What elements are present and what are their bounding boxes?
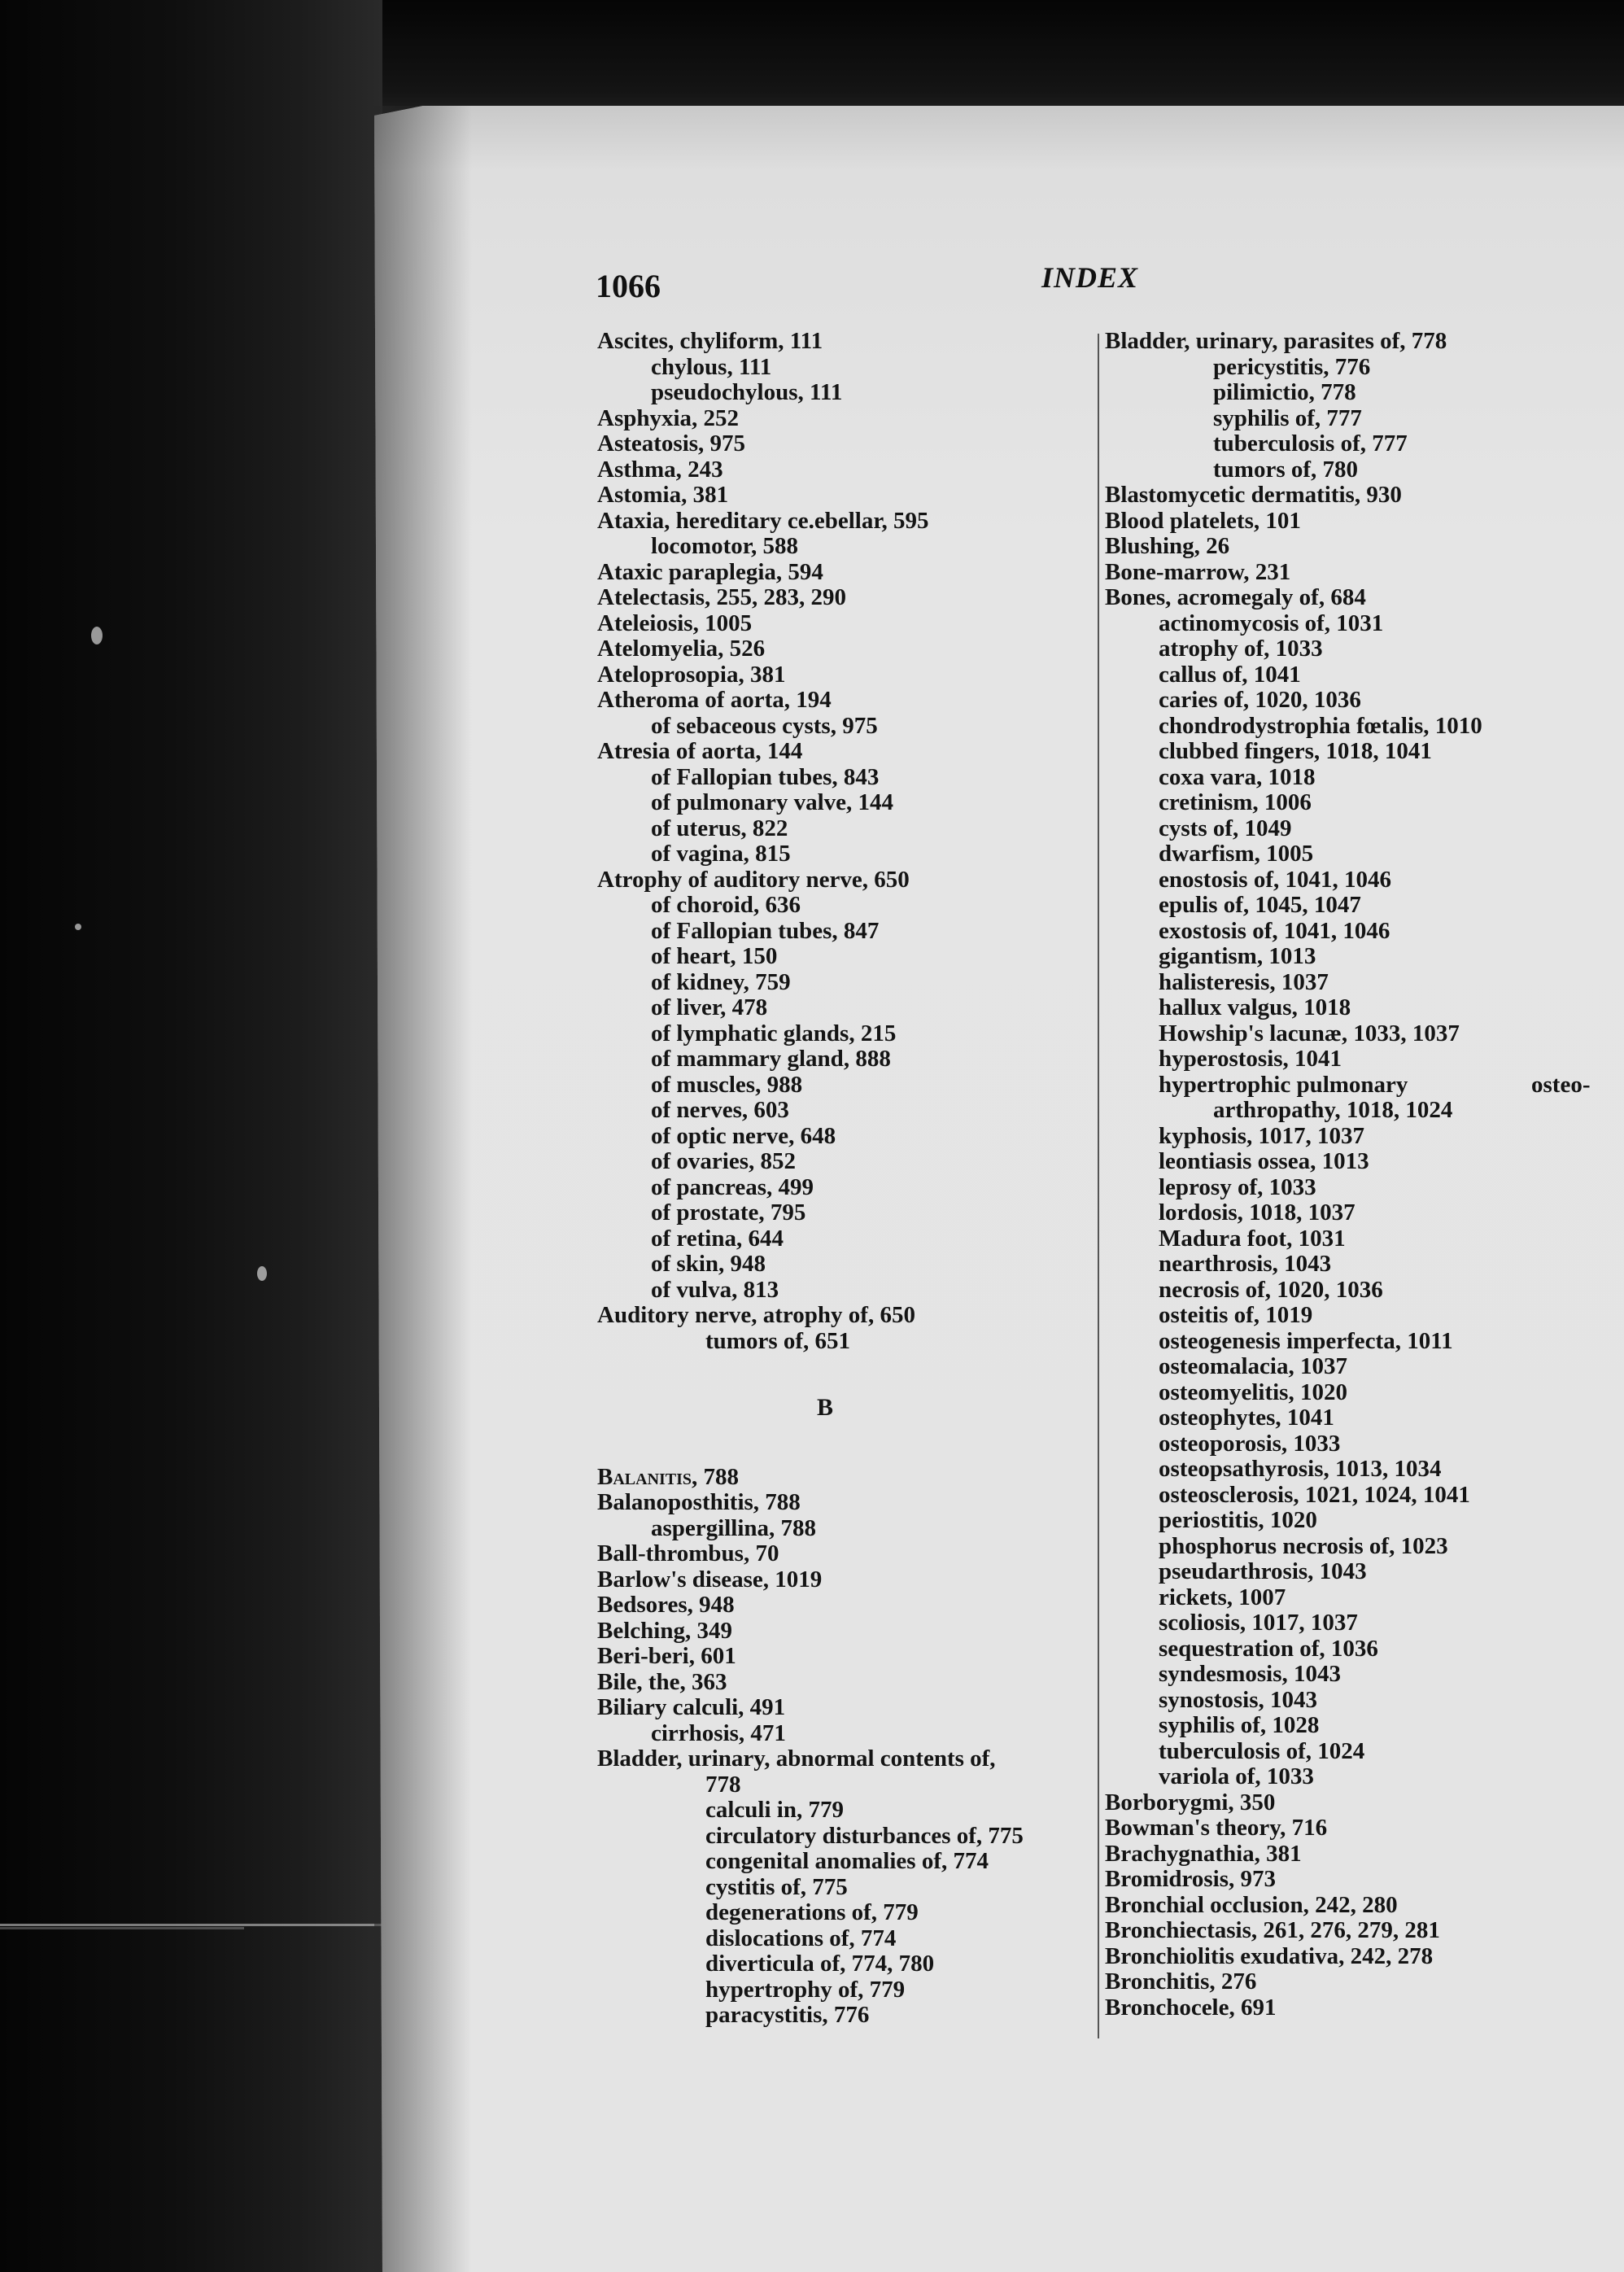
index-subentry: cystitis of, 775 — [705, 1873, 848, 1900]
index-subentry: osteosclerosis, 1021, 1024, 1041 — [1159, 1481, 1470, 1508]
index-subentry: syphilis of, 1028 — [1159, 1712, 1320, 1738]
index-subentry: hallux valgus, 1018 — [1159, 994, 1351, 1020]
index-subentry: dislocations of, 774 — [705, 1925, 897, 1951]
index-subentry: pericystitis, 776 — [1213, 353, 1371, 380]
index-entry: Blushing, 26 — [1105, 533, 1230, 559]
index-subentry: of optic nerve, 648 — [651, 1122, 836, 1149]
index-subentry: cysts of, 1049 — [1159, 815, 1292, 841]
scan-speck — [257, 1266, 267, 1281]
index-subentry: of muscles, 988 — [651, 1071, 803, 1098]
index-subentry: Howship's lacunæ, 1033, 1037 — [1159, 1020, 1460, 1046]
index-entry: Ataxic paraplegia, 594 — [597, 558, 823, 585]
index-subentry: of uterus, 822 — [651, 815, 788, 841]
scan-speck — [75, 924, 81, 930]
scan-streak — [0, 1927, 244, 1929]
index-entry: Beri-beri, 601 — [597, 1643, 736, 1669]
index-subentry: pseudochylous, 111 — [651, 379, 843, 405]
index-entry: Atheroma of aorta, 194 — [597, 687, 832, 713]
index-subentry: of vulva, 813 — [651, 1276, 779, 1303]
index-entry: Ball-thrombus, 70 — [597, 1540, 779, 1566]
index-subentry: gigantism, 1013 — [1159, 943, 1316, 969]
index-subentry: circulatory disturbances of, 775 — [705, 1822, 1024, 1849]
index-subentry: chondrodystrophia fœtalis, 1010 — [1159, 712, 1482, 739]
index-entry: Atrophy of auditory nerve, 650 — [597, 866, 910, 893]
index-subentry: pilimictio, 778 — [1213, 379, 1356, 405]
index-entry: Belching, 349 — [597, 1617, 732, 1644]
index-subentry: of mammary gland, 888 — [651, 1046, 891, 1072]
index-subentry: leprosy of, 1033 — [1159, 1173, 1316, 1200]
index-subentry: actinomycosis of, 1031 — [1159, 610, 1384, 636]
index-entry: Bronchial occlusion, 242, 280 — [1105, 1891, 1398, 1918]
scan-streak — [0, 1924, 382, 1926]
index-subentry: pseudarthrosis, 1043 — [1159, 1558, 1367, 1584]
index-subentry: of vagina, 815 — [651, 841, 791, 867]
index-entry: Astomia, 381 — [597, 482, 729, 508]
index-entry: Ateleiosis, 1005 — [597, 610, 753, 636]
index-entry: Atelomyelia, 526 — [597, 636, 766, 662]
index-subentry: cretinism, 1006 — [1159, 789, 1312, 815]
index-subentry: of Fallopian tubes, 847 — [651, 917, 880, 944]
index-subentry: of pancreas, 499 — [651, 1173, 814, 1200]
index-subentry: osteopsathyrosis, 1013, 1034 — [1159, 1456, 1442, 1482]
index-column-left — [597, 329, 1102, 2029]
index-entry: Atelectasis, 255, 283, 290 — [597, 584, 847, 610]
index-subentry: dwarfism, 1005 — [1159, 841, 1314, 867]
index-subentry: of pulmonary valve, 144 — [651, 789, 894, 815]
index-subentry: osteoporosis, 1033 — [1159, 1430, 1341, 1457]
index-entry: Ataxia, hereditary ce.ebellar, 595 — [597, 507, 929, 534]
index-subentry: tumors of, 651 — [705, 1327, 851, 1354]
index-subentry: hypertrophic pulmonary — [1159, 1071, 1408, 1098]
index-subentry: variola of, 1033 — [1159, 1763, 1314, 1789]
index-subentry: leontiasis ossea, 1013 — [1159, 1148, 1369, 1174]
index-subentry: of kidney, 759 — [651, 968, 791, 995]
index-subentry: osteitis of, 1019 — [1159, 1302, 1313, 1328]
index-subentry: phosphorus necrosis of, 1023 — [1159, 1532, 1448, 1559]
index-entry: Bowman's theory, 716 — [1105, 1815, 1328, 1841]
hyphenated-fragment: osteo- — [1531, 1072, 1591, 1098]
index-entry: Borborygmi, 350 — [1105, 1789, 1276, 1815]
index-subentry: callus of, 1041 — [1159, 661, 1301, 688]
index-subentry: tumors of, 780 — [1213, 456, 1359, 483]
index-subentry: aspergillina, 788 — [651, 1514, 817, 1541]
index-entry: Bones, acromegaly of, 684 — [1105, 584, 1366, 610]
index-entry: Blastomycetic dermatitis, 930 — [1105, 482, 1402, 508]
page-gutter-shadow — [374, 106, 472, 2272]
index-subentry: of ovaries, 852 — [651, 1148, 796, 1174]
index-entry: Bladder, urinary, abnormal contents of, — [597, 1746, 996, 1772]
scan-speck — [91, 627, 103, 644]
index-entry: Barlow's disease, 1019 — [597, 1566, 823, 1593]
index-entry: Biliary calculi, 491 — [597, 1694, 786, 1720]
index-subentry: rickets, 1007 — [1159, 1584, 1286, 1610]
index-entry: Asteatosis, 975 — [597, 430, 746, 457]
page-number: 1066 — [596, 268, 661, 304]
index-subentry: of nerves, 603 — [651, 1097, 789, 1123]
index-entry: Bronchocele, 691 — [1105, 1994, 1277, 2021]
index-entry: Asphyxia, 252 — [597, 404, 740, 431]
index-entry: Asthma, 243 — [597, 456, 723, 483]
index-subentry: of sebaceous cysts, 975 — [651, 712, 878, 739]
index-subentry: of liver, 478 — [651, 994, 768, 1020]
index-entry: Bone-marrow, 231 — [1105, 558, 1291, 585]
index-entry: Blood platelets, 101 — [1105, 507, 1301, 534]
index-subentry: of skin, 948 — [651, 1251, 766, 1277]
index-entry: Balanoposthitis, 788 — [597, 1489, 801, 1515]
index-subentry: of prostate, 795 — [651, 1199, 806, 1226]
index-subentry: caries of, 1020, 1036 — [1159, 687, 1361, 713]
index-subentry: osteophytes, 1041 — [1159, 1405, 1334, 1431]
index-entry: Brachygnathia, 381 — [1105, 1840, 1302, 1867]
index-subentry: osteomalacia, 1037 — [1159, 1353, 1347, 1379]
index-subentry: cirrhosis, 471 — [651, 1719, 786, 1746]
index-subentry: kyphosis, 1017, 1037 — [1159, 1122, 1365, 1149]
index-entry: Bile, the, 363 — [597, 1668, 727, 1695]
index-subentry: congenital anomalies of, 774 — [705, 1848, 989, 1874]
index-subentry: lordosis, 1018, 1037 — [1159, 1199, 1356, 1226]
index-subentry: osteogenesis imperfecta, 1011 — [1159, 1327, 1453, 1354]
index-subentry: tuberculosis of, 1024 — [1159, 1737, 1365, 1764]
index-subentry: of Fallopian tubes, 843 — [651, 763, 880, 790]
index-subentry: scoliosis, 1017, 1037 — [1159, 1610, 1358, 1636]
index-subentry: necrosis of, 1020, 1036 — [1159, 1276, 1383, 1303]
index-subentry: of retina, 644 — [651, 1225, 784, 1252]
index-subentry: of choroid, 636 — [651, 892, 801, 918]
index-subentry: degenerations of, 779 — [705, 1899, 919, 1925]
column-divider — [1098, 334, 1099, 2038]
index-subentry: diverticula of, 774, 780 — [705, 1951, 935, 1977]
index-subentry: tuberculosis of, 777 — [1213, 430, 1408, 457]
index-entry: Bedsores, 948 — [597, 1592, 735, 1618]
scan-border-left — [0, 0, 382, 2272]
section-heading: B — [816, 1394, 833, 1421]
index-subentry: syphilis of, 777 — [1213, 404, 1362, 431]
index-subentry: syndesmosis, 1043 — [1159, 1661, 1341, 1687]
index-entry: Bladder, urinary, parasites of, 778 — [1105, 328, 1447, 354]
index-subentry: hypertrophy of, 779 — [705, 1976, 906, 2003]
index-subentry: arthropathy, 1018, 1024 — [1213, 1097, 1453, 1123]
index-entry: Ascites, chyliform, 111 — [597, 328, 823, 354]
index-subentry: exostosis of, 1041, 1046 — [1159, 917, 1390, 944]
index-subentry: coxa vara, 1018 — [1159, 763, 1316, 790]
index-subentry: chylous, 111 — [651, 353, 772, 380]
page-title: INDEX — [1041, 261, 1139, 294]
index-subentry: epulis of, 1045, 1047 — [1159, 892, 1361, 918]
index-entry: Ateloprosopia, 381 — [597, 661, 786, 688]
index-subentry: sequestration of, 1036 — [1159, 1635, 1378, 1662]
index-subentry: of lymphatic glands, 215 — [651, 1020, 897, 1046]
index-subentry: synostosis, 1043 — [1159, 1686, 1317, 1713]
index-subentry: 778 — [705, 1771, 741, 1798]
index-entry: Bronchitis, 276 — [1105, 1968, 1257, 1995]
index-subentry: nearthrosis, 1043 — [1159, 1251, 1332, 1277]
index-subentry: Madura foot, 1031 — [1159, 1225, 1346, 1252]
index-subentry: locomotor, 588 — [651, 533, 798, 559]
index-subentry: osteomyelitis, 1020 — [1159, 1378, 1347, 1405]
index-subentry: enostosis of, 1041, 1046 — [1159, 866, 1391, 893]
index-subentry: calculi in, 779 — [705, 1797, 844, 1823]
index-subentry: hyperostosis, 1041 — [1159, 1046, 1342, 1072]
index-entry: Bronchiolitis exudativa, 242, 278 — [1105, 1942, 1434, 1969]
index-subentry: atrophy of, 1033 — [1159, 636, 1323, 662]
index-subentry: paracystitis, 776 — [705, 2002, 870, 2028]
index-subentry: halisteresis, 1037 — [1159, 968, 1329, 995]
index-column-right — [1105, 329, 1593, 2021]
index-entry: Balanitis, 788 — [597, 1463, 740, 1490]
index-subentry: of heart, 150 — [651, 943, 778, 969]
index-entry: Bronchiectasis, 261, 276, 279, 281 — [1105, 1917, 1440, 1943]
index-entry: Auditory nerve, atrophy of, 650 — [597, 1302, 915, 1328]
index-subentry: periostitis, 1020 — [1159, 1507, 1317, 1533]
index-subentry: clubbed fingers, 1018, 1041 — [1159, 738, 1432, 764]
index-entry: Bromidrosis, 973 — [1105, 1866, 1277, 1892]
index-entry: Atresia of aorta, 144 — [597, 738, 803, 764]
